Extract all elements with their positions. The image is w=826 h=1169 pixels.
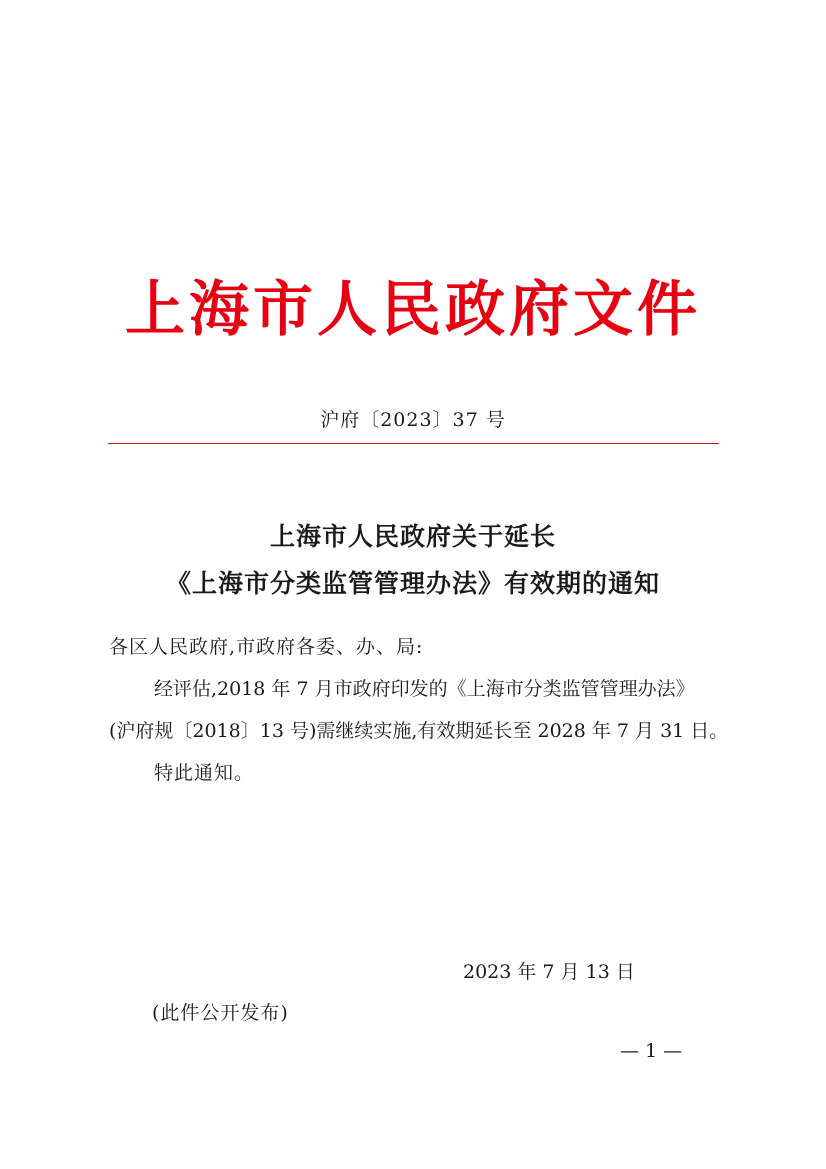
publication-note: (此件公开发布)	[152, 1002, 289, 1024]
page-number: — 1 —	[620, 1040, 683, 1062]
body-paragraph-line-2: (沪府规〔2018〕13 号)需继续实施,有效期延长至 2028 年 7 月 31 日。	[109, 720, 729, 742]
red-divider-line	[108, 443, 719, 444]
body-paragraph-line-1: 经评估,2018 年 7 月市政府印发的《上海市分类监管管理办法》	[154, 678, 695, 700]
document-title-line-2: 《上海市分类监管管理办法》有效期的通知	[165, 569, 660, 598]
document-masthead: 上海市人民政府文件	[125, 275, 701, 345]
document-title-line-1: 上海市人民政府关于延长	[269, 522, 556, 551]
issue-date: 2023 年 7 月 13 日	[463, 961, 635, 983]
document-number: 沪府〔2023〕37 号	[320, 409, 506, 431]
closing-text: 特此通知。	[154, 762, 255, 784]
salutation: 各区人民政府,市政府各委、办、局:	[109, 636, 424, 658]
